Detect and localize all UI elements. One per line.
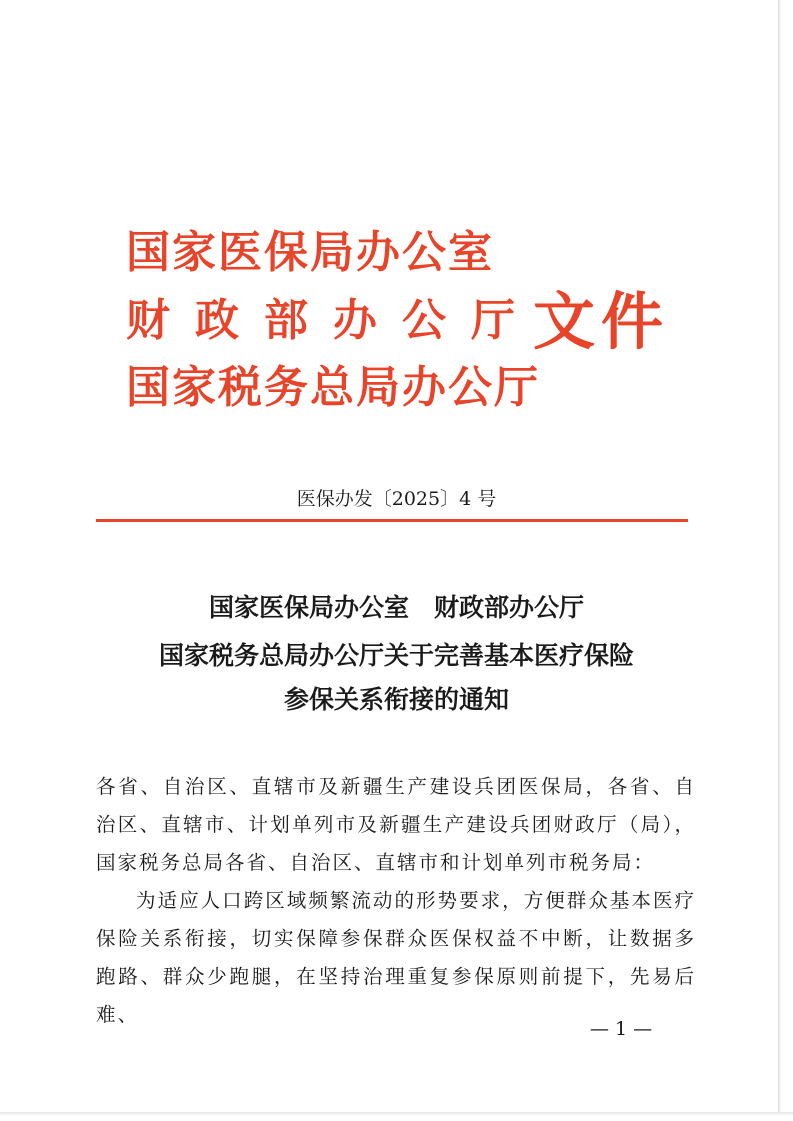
addressee-paragraph: 各省、自治区、直辖市及新疆生产建设兵团医保局，各省、自治区、直辖市、计划单列市及新疆生产建设兵团财政厅（局），国家税务总局各省、自治区、直辖市和计划单列市税务局： xyxy=(96,775,696,874)
page-number: — 1 — xyxy=(590,1018,653,1040)
title-line-2: 国家税务总局办公厅关于完善基本医疗保险 xyxy=(158,641,634,670)
title-line-3: 参保关系衔接的通知 xyxy=(283,685,509,714)
page-bottom-shadow xyxy=(0,1112,793,1121)
header-agency-line-2: 财政部办公厅 xyxy=(126,295,540,346)
red-divider-line xyxy=(96,519,688,522)
title-line-1: 国家医保局办公室 财政部办公厅 xyxy=(208,593,584,622)
page-edge-shadow xyxy=(778,0,793,1121)
document-number: 医保办发〔2025〕4 号 xyxy=(296,488,497,510)
body-paragraph: 为适应人口跨区域频繁流动的形势要求，方便群众基本医疗保险关系衔接，切实保障参保群众医保权益不中断，让数据多跑路、群众少跑腿，在坚持治理重复参保原则前提下，先易后难、 xyxy=(96,889,696,1026)
header-agency-line-3: 国家税务总局办公厅 xyxy=(126,362,540,413)
header-doc-type: 文件 xyxy=(533,285,670,358)
header-agency-line-1: 国家医保局办公室 xyxy=(126,227,494,278)
